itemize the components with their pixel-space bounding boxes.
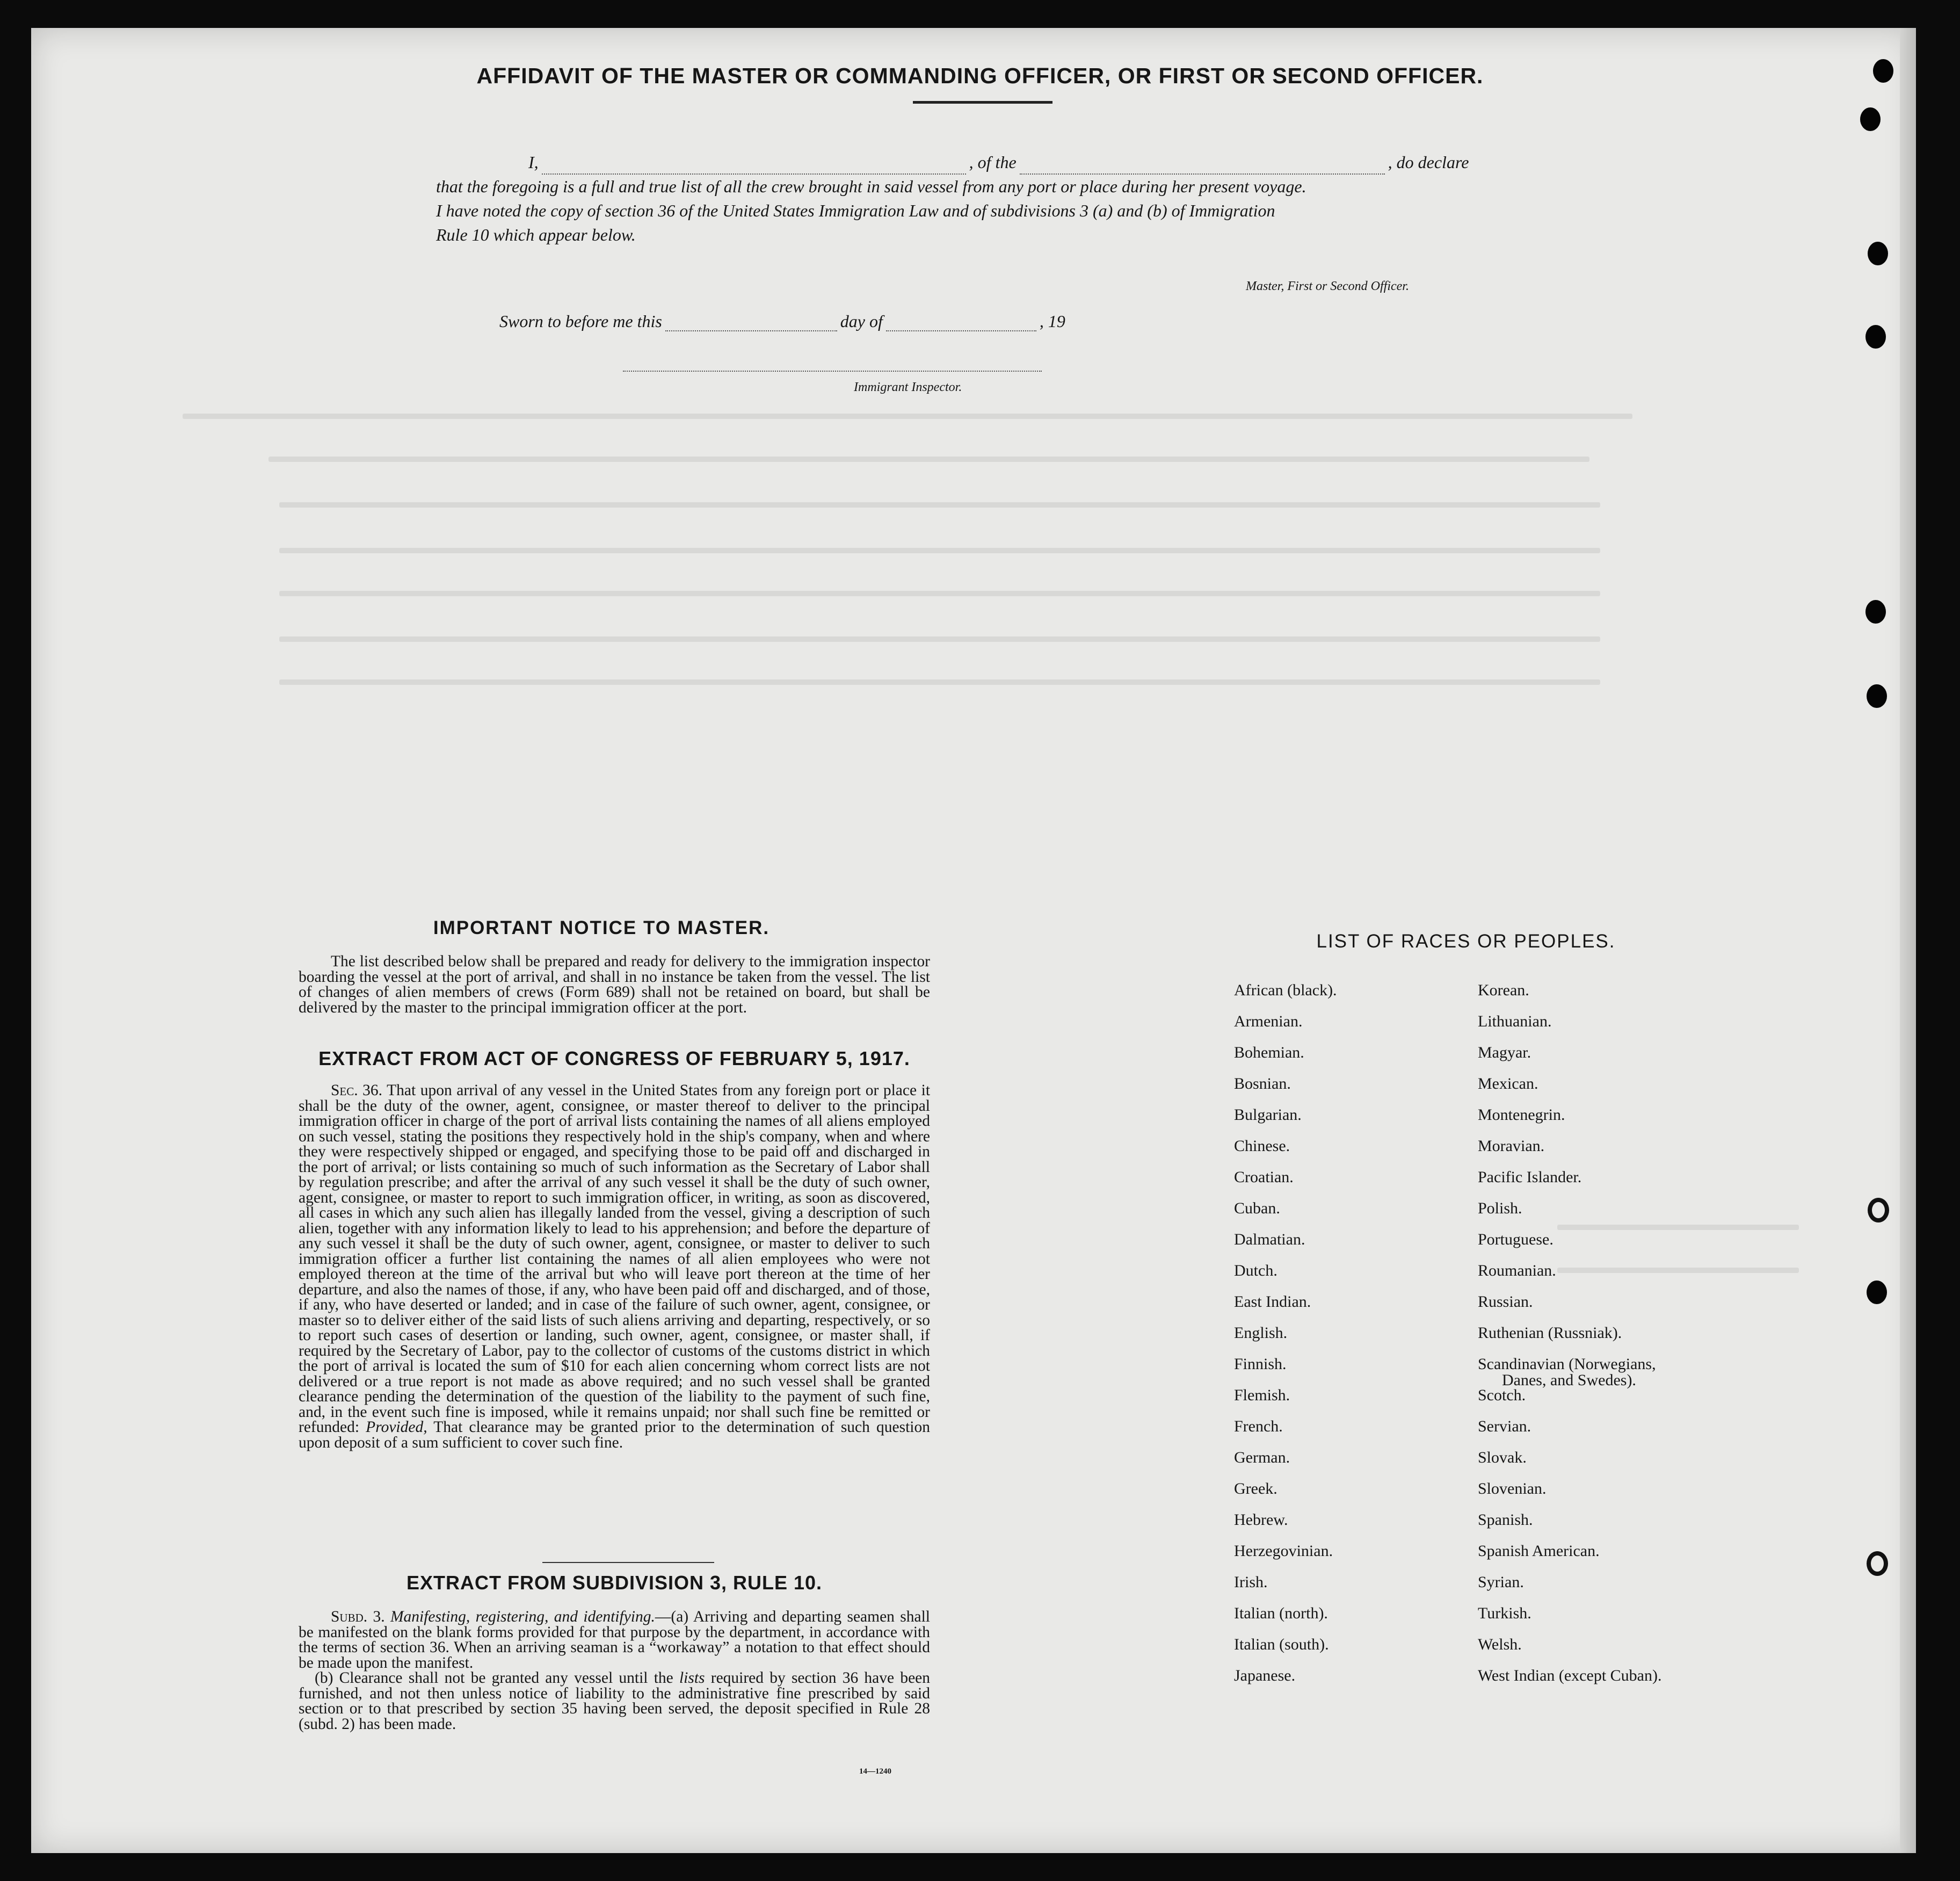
race-scandinavian-continued: Danes, and Swedes). — [1502, 1371, 1636, 1389]
race-item: Russian. — [1478, 1293, 1533, 1311]
affidavit-line-2: that the foregoing is a full and true list of all the crew brought in said vessel from any port or place during her present voyage. — [436, 177, 1306, 196]
master-signature-label: Master, First or Second Officer. — [1246, 279, 1409, 293]
race-item: Servian. — [1478, 1417, 1531, 1435]
race-item: Lithuanian. — [1478, 1012, 1552, 1030]
sworn-month-field[interactable] — [886, 315, 1036, 331]
subdivision-a-text: —(a) Arriving and departing seamen shall be manifested on the blank forms provided for that purpose by the department, in accordance with the terms of section 36. When an arriving seaman is a “workaway” a notation to that effect should be made upon the manifest. — [299, 1608, 931, 1672]
act-extract-title: EXTRACT FROM ACT OF CONGRESS OF FEBRUARY 5, 1917. — [318, 1047, 910, 1069]
race-item: West Indian (except Cuban). — [1478, 1667, 1662, 1684]
race-item: East Indian. — [1234, 1293, 1311, 1311]
form-number: 14—1240 — [859, 1767, 891, 1776]
race-item: Scotch. — [1478, 1386, 1526, 1404]
subdivision-a-paragraph — [299, 1609, 930, 1670]
race-item: Bosnian. — [1234, 1075, 1291, 1093]
race-item: German. — [1234, 1449, 1290, 1466]
race-item: Chinese. — [1234, 1137, 1290, 1155]
race-item: Montenegrin. — [1478, 1106, 1565, 1124]
binder-hole — [1868, 1198, 1889, 1222]
race-item: Pacific Islander. — [1478, 1168, 1582, 1186]
binder-hole — [1868, 242, 1888, 265]
bleed-through-row — [279, 548, 1600, 553]
section-divider — [542, 1562, 714, 1563]
bleed-through-row — [1557, 1268, 1799, 1273]
bleed-through-row — [1557, 1225, 1799, 1230]
race-item: Ruthenian (Russniak). — [1478, 1324, 1622, 1342]
section-36-paragraph — [299, 1083, 930, 1450]
affidavit-declare: , do declare — [1388, 153, 1469, 172]
binder-hole — [1867, 1280, 1887, 1304]
subdivision-b-end: required by section 36 have been furnished, and not then unless notice of liability to the administrative fine prescribed by said section or to that prescribed by section 35 having been served, the deposit specified in Rule 28 (subd. 2) has been made. — [299, 1669, 931, 1733]
subdivision-heading: Manifesting, registering, and identifying. — [390, 1608, 655, 1625]
inspector-signature-field[interactable] — [623, 371, 1042, 372]
race-item: Dutch. — [1234, 1262, 1277, 1279]
race-item: Bohemian. — [1234, 1044, 1304, 1061]
races-title: LIST OF RACES OR PEOPLES. — [1316, 931, 1616, 952]
race-item: Herzegovinian. — [1234, 1542, 1333, 1560]
affidavit-i: I, — [528, 153, 539, 172]
race-item: African (black). — [1234, 981, 1337, 999]
inspector-label: Immigrant Inspector. — [854, 380, 962, 394]
notice-body — [299, 954, 930, 1015]
subdivision-b-paragraph — [299, 1670, 930, 1732]
affidavit-title: AFFIDAVIT OF THE MASTER OR COMMANDING OFFICER, OR FIRST OR SECOND OFFICER. — [476, 63, 1484, 88]
race-item: Greek. — [1234, 1480, 1277, 1497]
race-item: English. — [1234, 1324, 1288, 1342]
race-item: Italian (south). — [1234, 1636, 1329, 1653]
race-item: Moravian. — [1478, 1137, 1545, 1155]
subdivision-b-start: (b) Clearance shall not be granted any vessel until the — [315, 1669, 673, 1687]
affidavit-of-the: , of the — [969, 153, 1017, 172]
race-item: Korean. — [1478, 981, 1529, 999]
affidavit-line-1 — [436, 150, 1542, 175]
section-label: Sec. 36. — [331, 1082, 383, 1099]
year-prefix: , 19 — [1039, 312, 1065, 331]
race-item: Irish. — [1234, 1573, 1268, 1591]
race-item: Spanish American. — [1478, 1542, 1600, 1560]
master-name-field[interactable] — [542, 158, 966, 175]
vessel-name-field[interactable] — [1020, 158, 1385, 175]
act-extract-body — [299, 1083, 930, 1450]
race-item: Bulgarian. — [1234, 1106, 1302, 1124]
bleed-through-row — [268, 457, 1589, 462]
race-item: Spanish. — [1478, 1511, 1533, 1529]
race-item: French. — [1234, 1417, 1283, 1435]
sworn-day-field[interactable] — [665, 315, 837, 331]
race-item: Cuban. — [1234, 1199, 1280, 1217]
race-item: Finnish. — [1234, 1355, 1287, 1373]
race-item: Magyar. — [1478, 1044, 1531, 1061]
race-item: Mexican. — [1478, 1075, 1538, 1093]
affidavit-line-3: I have noted the copy of section 36 of the United States Immigration Law and of subdivisions 3 (a) and (b) of Immigration — [436, 201, 1275, 220]
bleed-through-row — [279, 636, 1600, 642]
race-item: Flemish. — [1234, 1386, 1290, 1404]
sworn-line — [499, 312, 1065, 331]
race-item: Dalmatian. — [1234, 1231, 1305, 1248]
race-item: Turkish. — [1478, 1604, 1531, 1622]
binder-hole — [1867, 684, 1887, 708]
race-item: Welsh. — [1478, 1636, 1522, 1653]
race-item: Portuguese. — [1478, 1231, 1554, 1248]
binder-hole — [1860, 107, 1881, 131]
race-item: Scandinavian (Norwegians, — [1478, 1355, 1656, 1373]
race-item: Hebrew. — [1234, 1511, 1288, 1529]
race-item: Slovenian. — [1478, 1480, 1547, 1497]
race-item: Syrian. — [1478, 1573, 1524, 1591]
page-edge — [1900, 28, 1916, 1853]
bleed-through-row — [279, 591, 1600, 596]
sworn-text: Sworn to before me this — [499, 312, 662, 331]
rule-extract-title: EXTRACT FROM SUBDIVISION 3, RULE 10. — [406, 1572, 823, 1594]
race-item: Roumanian. — [1478, 1262, 1556, 1279]
race-item: Slovak. — [1478, 1449, 1527, 1466]
title-underline — [913, 101, 1052, 104]
notice-title: IMPORTANT NOTICE TO MASTER. — [433, 917, 770, 938]
rule-extract-body — [299, 1609, 930, 1732]
section-36-end: That clearance may be granted prior to the determination of such question upon deposit of a sum sufficient to cover such fine. — [299, 1419, 930, 1451]
race-item: Italian (north). — [1234, 1604, 1328, 1622]
notice-paragraph: The list described below shall be prepared and ready for delivery to the immigration inspector boarding the vessel at the port of arrival, and shall in no instance be taken from the vessel. The list of changes of alien members of crews (Form 689) shall not be retained on board, but shall be delivered by the master to the principal immigration officer at the port. — [299, 953, 930, 1016]
binder-hole — [1865, 600, 1886, 624]
affidavit-text — [436, 150, 1542, 247]
bleed-through-row — [183, 414, 1632, 419]
race-item: Croatian. — [1234, 1168, 1294, 1186]
affidavit-line-4: Rule 10 which appear below. — [436, 225, 636, 244]
race-item: Armenian. — [1234, 1012, 1303, 1030]
subdivision-label: Subd. 3. — [331, 1608, 385, 1625]
section-36-text: That upon arrival of any vessel in the United States from any foreign port or place it shall be the duty of the owner, agent, consignee, or master thereof to deliver to the principal immigration officer in charge of the port of arrival lists containing the names of all aliens employed on such vessel, stating the positions they respectively hold in the ship's company, when and where they were respectively shipped or engaged, and specifying those to be paid off and discharged in the port of arrival; or lists containing so much of such information as the Secretary of Labor shall by regulation prescribe; and after the arrival of any such vessel it shall be the duty of such owner, agent, consignee, or master to report to such immigration officer, in writing, as soon as discovered, all cases in which any such alien has illegally landed from the vessel, giving a description of such alien, together with any information likely to lead to his apprehension; and before the departure of any such vessel it shall be the duty of such owner, agent, consignee, or master to deliver to such immigration officer a further list containing the names of all alien employees who were not employed thereon at the time of the arrival but who will leave port thereon at the time of her departure, and also the names of those, if any, who have been paid off and discharged, and of those, if any, who have deserted or landed; and in case of the failure of such owner, agent, consignee, or master so to deliver either of the said lists of such aliens arriving and departing, respectively, or so to report such cases of desertion or landing, such owner, agent, consignee, or master shall, if required by the Secretary of Labor, pay to the collector of customs of the customs district in which the port of arrival is located the sum of $10 for each alien concerning whom correct lists are not delivered or a true report is not made as above required; and no such vessel shall be granted clearance pending the determination of the question of the liability to the payment of such fine, and, in the event such fine is imposed, while it remains unpaid; nor shall such fine be remitted or refunded: — [299, 1082, 931, 1436]
provided-word: Provided, — [366, 1419, 427, 1436]
lists-word: lists — [679, 1669, 705, 1687]
bleed-through-row — [279, 502, 1600, 508]
bleed-through-row — [279, 679, 1600, 685]
race-item: Japanese. — [1234, 1667, 1296, 1684]
binder-hole — [1865, 325, 1886, 349]
binder-hole — [1867, 1551, 1888, 1576]
race-item: Polish. — [1478, 1199, 1522, 1217]
day-of-text: day of — [840, 312, 883, 331]
